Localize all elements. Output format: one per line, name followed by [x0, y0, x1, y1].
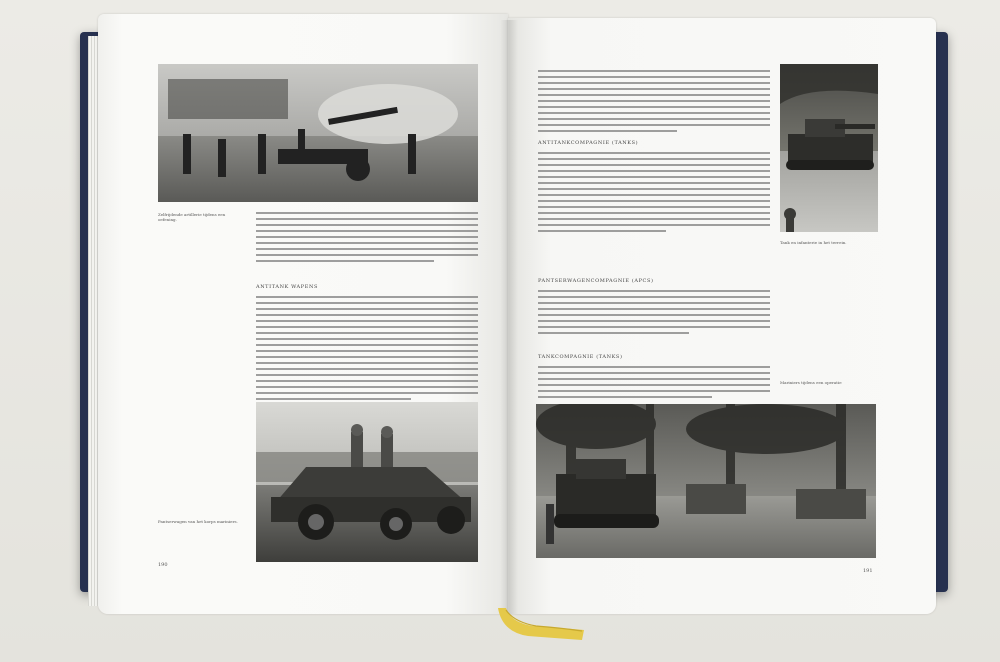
photo-tanks-forest — [536, 404, 876, 558]
section-heading: PANTSERWAGENCOMPAGNIE (APCS) — [538, 278, 654, 284]
left-text-column-1 — [256, 212, 478, 266]
book-gutter — [500, 20, 518, 614]
photo-armoured-car — [256, 402, 478, 562]
caption-top-right: Tank en infanterie in het terrein. — [780, 240, 847, 245]
page-number-right: 191 — [863, 568, 873, 574]
bookmark-ribbon — [492, 608, 588, 642]
section-heading: TANKCOMPAGNIE (TANKS) — [538, 354, 623, 360]
right-text-column-1 — [538, 70, 770, 136]
right-text-column-2 — [538, 152, 770, 236]
section-heading: ANTITANK WAPENS — [256, 284, 318, 290]
caption-middle-right: Mariniers tijdens een operatie — [780, 380, 842, 385]
photo-artillery — [158, 64, 478, 202]
right-page — [508, 18, 936, 614]
left-text-column-2 — [256, 296, 478, 404]
right-text-column-3 — [538, 290, 770, 338]
caption-top-left: Zelfrijdende artillerie tijdens een oefening. — [158, 212, 226, 222]
right-text-column-4 — [538, 366, 770, 402]
photo-tank — [780, 64, 878, 232]
caption-bottom-left: Pantserwagen van het korps mariniers. — [158, 519, 238, 524]
page-number-left: 190 — [158, 562, 168, 568]
section-heading: ANTITANKCOMPAGNIE (TANKS) — [538, 140, 639, 146]
left-page — [98, 14, 508, 614]
